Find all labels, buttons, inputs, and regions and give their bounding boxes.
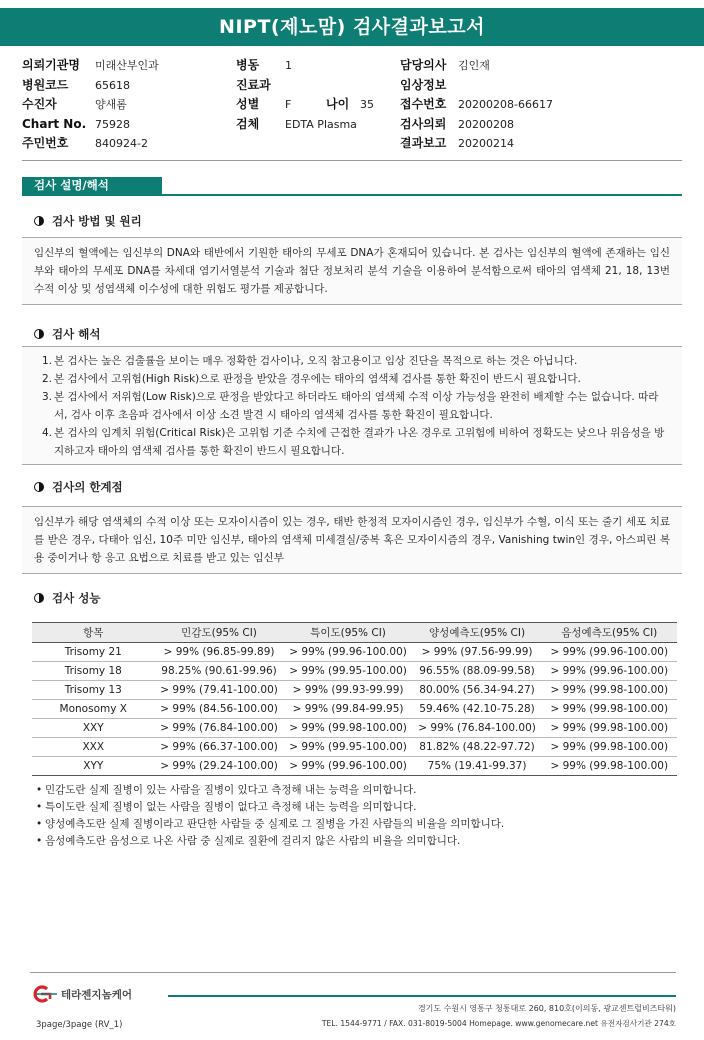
company-address: 경기도 수원시 영통구 청통대로 260, 810호(이의동, 광교센트럴비즈타워) bbox=[417, 1004, 676, 1013]
table-cell: Monosomy X bbox=[32, 700, 155, 719]
note-text: 음성예측도란 음성으로 나온 사람 중 실제로 질환에 걸리지 않은 사람의 비율을 의미합니다. bbox=[45, 835, 461, 847]
info-value: F bbox=[285, 98, 292, 111]
table-cell: > 99% (99.98-100.00) bbox=[542, 681, 677, 700]
limitations-heading bbox=[34, 479, 123, 495]
method-box bbox=[22, 237, 682, 305]
table-cell: XYY bbox=[32, 757, 155, 776]
half-circle-icon bbox=[34, 482, 44, 492]
method-heading bbox=[34, 213, 142, 229]
performance-heading-text: 검사 성능 bbox=[52, 591, 101, 605]
info-value: 1 bbox=[285, 59, 292, 72]
footer-rule bbox=[168, 995, 676, 997]
table-cell: > 99% (99.96-100.00) bbox=[542, 643, 677, 662]
info-label: 병동 bbox=[236, 58, 260, 72]
info-label: 담당의사 bbox=[400, 58, 447, 72]
info-value: 20200214 bbox=[458, 137, 514, 150]
info-label: 진료과 bbox=[236, 77, 271, 92]
info-value: 김인재 bbox=[458, 59, 490, 72]
table-row bbox=[32, 643, 677, 662]
list-number: 2. bbox=[42, 373, 53, 385]
table-row bbox=[32, 719, 677, 738]
table-cell: > 99% (99.98-100.00) bbox=[284, 719, 413, 738]
limitations-heading-text: 검사의 한계점 bbox=[52, 480, 123, 494]
info-row bbox=[22, 56, 692, 76]
info-value: 20200208-66617 bbox=[458, 98, 553, 111]
company-contact: TEL. 1544-9771 / FAX. 031-8019-5004 Homepage. www.genomecare.net 유전자검사기관 274호 bbox=[321, 1019, 676, 1028]
table-cell: 59.46% (42.10-75.28) bbox=[413, 700, 542, 719]
list-number: 1. bbox=[42, 355, 53, 367]
column-header: 특이도(95% CI) bbox=[284, 623, 413, 643]
list-number: 4. bbox=[42, 427, 53, 439]
half-circle-icon bbox=[34, 216, 44, 226]
table-cell: > 99% (66.37-100.00) bbox=[155, 738, 284, 757]
table-cell: > 99% (99.96-100.00) bbox=[284, 643, 413, 662]
section-rule bbox=[22, 194, 682, 196]
list-text: 본 검사는 높은 검출률을 보이는 매우 정확한 검사이나, 오직 참고용이고 임상 진단을 목적으로 하는 것은 아닙니다. bbox=[54, 355, 578, 367]
table-cell: > 99% (76.84-100.00) bbox=[413, 719, 542, 738]
logo-icon bbox=[30, 985, 58, 1003]
info-value: 양새롬 bbox=[95, 98, 127, 111]
interpretation-heading-text: 검사 해석 bbox=[52, 327, 101, 341]
bullet-icon: • bbox=[36, 835, 43, 847]
patient-info bbox=[22, 56, 692, 154]
info-row bbox=[22, 76, 692, 96]
list-text: 본 검사에서 고위험(High Risk)으로 판정을 받았을 경우에는 태아의 염색체 검사를 통한 확진이 반드시 필요합니다. bbox=[54, 373, 581, 385]
info-value: EDTA Plasma bbox=[285, 117, 357, 131]
method-text: 임신부의 혈액에는 임신부의 DNA와 태반에서 기원한 태아의 무세포 DNA가 혼재되어 있습니다. 본 검사는 임신부의 혈액에 존재하는 임신부와 태아의 무세포 DNA를 차세대 염기서열분석 기술과 첨단 정보처리 분석 기술을 이용하여 분석함으로써 태아의 염색체 21, 18, 13번 수적 이상 및 성염색체 이수성에 대한 위험도 평가를 제공합니다. bbox=[34, 247, 670, 295]
footer-divider bbox=[30, 972, 676, 973]
table-cell: 96.55% (88.09-99.58) bbox=[413, 662, 542, 681]
performance-notes bbox=[36, 782, 504, 850]
table-cell: Trisomy 21 bbox=[32, 643, 155, 662]
table-cell: > 99% (99.96-100.00) bbox=[284, 757, 413, 776]
half-circle-icon bbox=[34, 593, 44, 603]
info-label: 임상정보 bbox=[400, 77, 447, 92]
info-label: 검사의뢰 bbox=[400, 116, 447, 131]
table-cell: Trisomy 18 bbox=[32, 662, 155, 681]
list-item bbox=[42, 388, 670, 424]
list-number: 3. bbox=[42, 391, 53, 403]
column-header: 양성예측도(95% CI) bbox=[413, 623, 542, 643]
list-text: 본 검사의 임계치 위험(Critical Risk)은 고위험 기준 수치에 근접한 결과가 나온 경우로 고위험에 비하여 정확도는 낮으나 위음성을 방지하고자 태아의 염색체 검사를 통한 확진이 반드시 필요합니다. bbox=[54, 427, 665, 457]
info-row bbox=[22, 95, 692, 115]
list-item bbox=[42, 352, 670, 370]
performance-heading bbox=[34, 590, 100, 606]
table-cell: 80.00% (56.34-94.27) bbox=[413, 681, 542, 700]
info-label: 주민번호 bbox=[22, 136, 69, 150]
bullet-icon: • bbox=[36, 784, 43, 796]
table-cell: > 99% (97.56-99.99) bbox=[413, 643, 542, 662]
info-value: 75928 bbox=[95, 117, 130, 131]
table-row bbox=[32, 738, 677, 757]
list-item bbox=[36, 782, 504, 799]
info-row bbox=[22, 115, 692, 135]
table-row bbox=[32, 757, 677, 776]
info-value: 840924-2 bbox=[95, 137, 148, 150]
column-header: 음성예측도(95% CI) bbox=[542, 623, 677, 643]
info-value: 미래산부인과 bbox=[95, 59, 159, 72]
table-cell: > 99% (29.24-100.00) bbox=[155, 757, 284, 776]
table-cell: > 99% (99.96-100.00) bbox=[542, 662, 677, 681]
method-heading-text: 검사 방법 및 원리 bbox=[52, 214, 142, 228]
table-cell: 75% (19.41-99.37) bbox=[413, 757, 542, 776]
table-row bbox=[32, 662, 677, 681]
list-item bbox=[36, 799, 504, 816]
company-name: 테라젠지놈케어 bbox=[61, 988, 133, 1001]
info-label: 접수번호 bbox=[400, 97, 447, 111]
limitations-box bbox=[22, 506, 682, 574]
interpretation-box bbox=[22, 346, 682, 465]
table-row bbox=[32, 681, 677, 700]
table-cell: > 99% (99.93-99.99) bbox=[284, 681, 413, 700]
note-text: 민감도란 실제 질병이 있는 사람을 질병이 있다고 측정해 내는 능력을 의미합니다. bbox=[45, 784, 417, 796]
note-text: 양성예측도란 실제 질병이라고 판단한 사람들 중 실제로 그 질병을 가진 사람들의 비율을 의미합니다. bbox=[45, 818, 505, 830]
bullet-icon: • bbox=[36, 818, 43, 830]
interpretation-heading bbox=[34, 326, 100, 342]
info-label: 수진자 bbox=[22, 97, 57, 111]
age-label: 나이 bbox=[326, 97, 350, 111]
column-header: 민감도(95% CI) bbox=[155, 623, 284, 643]
table-cell: > 99% (99.98-100.00) bbox=[542, 738, 677, 757]
table-cell: 81.82% (48.22-97.72) bbox=[413, 738, 542, 757]
note-text: 특이도란 실제 질병이 없는 사람을 질병이 없다고 측정해 내는 능력을 의미합니다. bbox=[45, 801, 417, 813]
info-value: 65618 bbox=[95, 78, 130, 92]
table-cell: Trisomy 13 bbox=[32, 681, 155, 700]
list-item bbox=[36, 816, 504, 833]
info-label: 검체 bbox=[236, 116, 260, 131]
table-cell: XXX bbox=[32, 738, 155, 757]
age-value: 35 bbox=[360, 98, 374, 111]
performance-table bbox=[32, 622, 677, 776]
table-cell: > 99% (99.98-100.00) bbox=[542, 700, 677, 719]
info-label: Chart No. bbox=[22, 116, 87, 131]
table-cell: > 99% (84.56-100.00) bbox=[155, 700, 284, 719]
table-cell: > 99% (99.98-100.00) bbox=[542, 719, 677, 738]
info-value: 20200208 bbox=[458, 117, 514, 131]
table-header-row bbox=[32, 623, 677, 643]
table-cell: 98.25% (90.61-99.96) bbox=[155, 662, 284, 681]
company-logo bbox=[30, 985, 132, 1003]
table-cell: > 99% (99.98-100.00) bbox=[542, 757, 677, 776]
column-header: 항목 bbox=[32, 623, 155, 643]
info-label: 병원코드 bbox=[22, 77, 69, 92]
table-cell: > 99% (99.95-100.00) bbox=[284, 662, 413, 681]
report-title: NIPT(제노맘) 검사결과보고서 bbox=[0, 8, 704, 46]
info-label: 의뢰기관명 bbox=[22, 58, 80, 72]
limitations-text: 임신부가 해당 염색체의 수적 이상 또는 모자이시즘이 있는 경우, 태반 한정적 모자이시즘인 경우, 임신부가 수혈, 이식 또는 줄기 세포 치료를 받은 경우, 다태아 임신, 10주 미만 임신부, 태아의 염색체 미세결실/중복 혹은 모자이시즘의 경우, Vanishing twin인 경우, 아스피린 복용 중이거나 항 응고 요법으로 치료를 받고 있는 임신부 bbox=[34, 516, 670, 564]
page-number: 3page/3page (RV_1) bbox=[36, 1020, 123, 1030]
table-cell: > 99% (76.84-100.00) bbox=[155, 719, 284, 738]
table-cell: XXY bbox=[32, 719, 155, 738]
info-label: 성별 bbox=[236, 97, 260, 111]
header-divider bbox=[22, 160, 682, 161]
table-cell: > 99% (99.95-100.00) bbox=[284, 738, 413, 757]
interpretation-list bbox=[22, 347, 682, 464]
table-row bbox=[32, 700, 677, 719]
list-text: 본 검사에서 저위험(Low Risk)으로 판정을 받았다고 하더라도 태아의 염색체 수적 이상 가능성을 완전히 배제할 수는 없습니다. 따라서, 검사 이후 초음파 검사에서 이상 소견 발견 시 태아의 염색체 검사를 통한 확진이 필요합니다. bbox=[54, 391, 659, 421]
table-cell: > 99% (96.85-99.89) bbox=[155, 643, 284, 662]
bullet-icon: • bbox=[36, 801, 43, 813]
list-item bbox=[36, 833, 504, 850]
half-circle-icon bbox=[34, 329, 44, 339]
list-item bbox=[42, 370, 670, 388]
section-title: 검사 설명/해석 bbox=[22, 177, 162, 194]
info-label: 결과보고 bbox=[400, 136, 447, 150]
table-cell: > 99% (79.41-100.00) bbox=[155, 681, 284, 700]
list-item bbox=[42, 424, 670, 460]
info-row bbox=[22, 134, 692, 154]
table-cell: > 99% (99.84-99.95) bbox=[284, 700, 413, 719]
